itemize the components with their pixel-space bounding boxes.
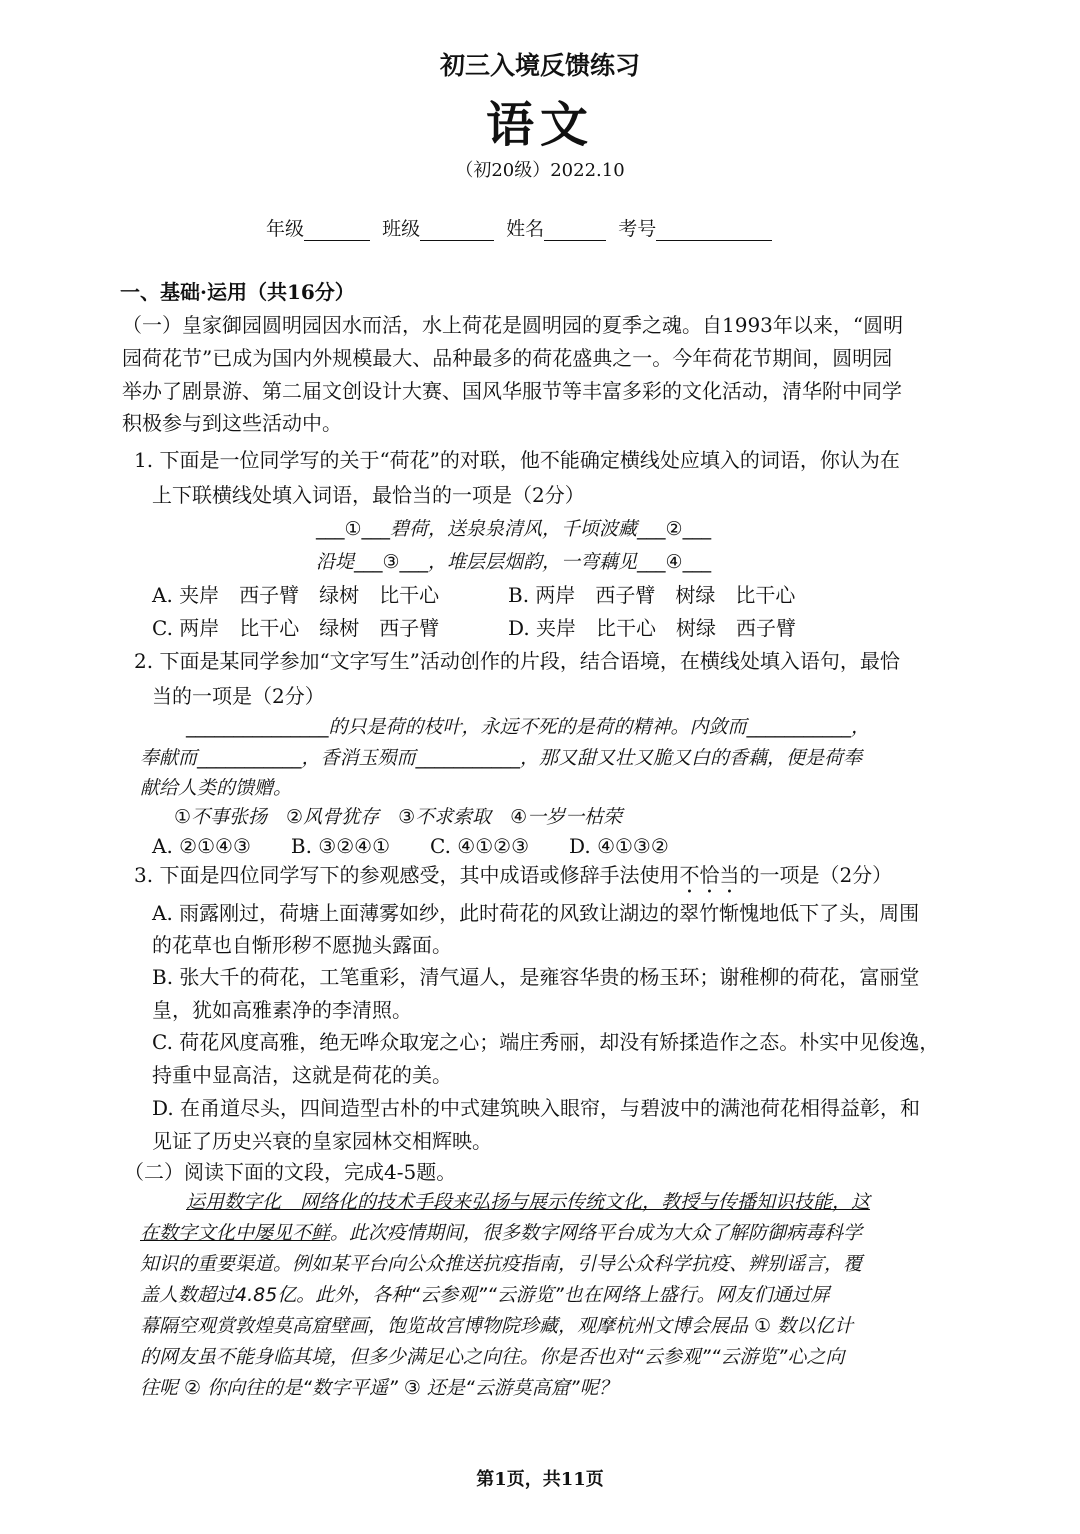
q3-option-d-line2: 见证了历史兴衰的皇家园林交相辉映。 <box>152 1129 492 1153</box>
q3-stem-post: 的一项是（2分） <box>739 863 893 887</box>
q2-passage-line2: 奉献而___________，香消玉殒而___________，那又甜又壮又脆又白的香藕，便是荷奉 <box>140 747 863 769</box>
part2-line2 <box>140 1218 862 1245</box>
subject-title: 语文 <box>485 97 594 153</box>
q2-stem-line1: 2. 下面是某同学参加“文字写生”活动创作的片段，结合语境，在横线处填入语句，最恰 <box>134 649 900 673</box>
grade-label: 年级 <box>266 218 305 240</box>
q3-stem-emphasis: 不恰当 <box>679 863 740 887</box>
q1-option-d: D. 夹岸 比干心 树绿 西子臂 <box>508 616 797 640</box>
class-blank[interactable] <box>420 220 494 241</box>
part2-line3: 知识的重要渠道。例如某平台向公众推送抗疫指南，引导公众科学抗疫、辨别谣言，覆 <box>140 1253 863 1275</box>
page-footer: 第1页，共11页 <box>476 1469 604 1490</box>
q1-option-a: A. 夹岸 西子臂 绿树 比干心 <box>152 583 440 607</box>
part2-line2-rest: 。此次疫情期间，很多数字网络平台成为大众了解防御病毒科学 <box>330 1222 863 1244</box>
q2-stem-line2: 当的一项是（2分） <box>152 684 325 708</box>
q3-option-a-line1: A. 雨露刚过，荷塘上面薄雾如纱，此时荷花的风致让湖边的翠竹惭愧地低下了头，周围 <box>152 901 920 925</box>
grade-blank[interactable] <box>304 220 370 241</box>
q2-choices: ①不事张扬 ②风骨犹存 ③不求索取 ④一岁一枯荣 <box>174 806 623 828</box>
number-label: 考号 <box>618 218 657 240</box>
part2-title: （二）阅读下面的文段，完成4-5题。 <box>124 1160 457 1184</box>
intro-line: （一）皇家御园圆明园因水而活，水上荷花是圆明园的夏季之魂。自1993年以来，“圆明 <box>122 313 904 337</box>
q3-option-c-line1: C. 荷花风度高雅，绝无哗众取宠之心；端庄秀丽，却没有矫揉造作之态。朴实中见俊逸， <box>152 1030 940 1054</box>
q3-option-b-line1: B. 张大千的荷花，工笔重彩，清气逼人，是雍容华贵的杨玉环；谢稚柳的荷花，富丽堂 <box>152 965 920 989</box>
name-blank[interactable] <box>544 220 606 241</box>
part2-line2-underlined: 在数字文化中屡见不鲜 <box>140 1222 331 1244</box>
intro-line: 举办了剧景游、第二届文创设计大赛、国风华服节等丰富多彩的文化活动，清华附中同学 <box>122 379 902 403</box>
q1-couplet-lower: 沿堤___③___，堆层层烟韵，一弯藕见___④___ <box>316 551 712 573</box>
name-label: 姓名 <box>506 218 545 240</box>
q3-stem <box>134 859 892 898</box>
q3-stem-pre: 3. 下面是四位同学写下的参观感受，其中成语或修辞手法使用 <box>134 863 680 887</box>
part2-line5: 幕隔空观赏敦煌莫高窟壁画，饱览故宫博物院珍藏，观摩杭州文博会展品 ① 数以亿计 <box>140 1315 854 1337</box>
part2-line7: 往呢 ② 你向往的是“数字平遥” ③ 还是“云游莫高窟”呢？ <box>140 1377 618 1399</box>
section1-title: 一、基础·运用（共16分） <box>120 280 355 304</box>
q1-option-b: B. 两岸 西子臂 树绿 比干心 <box>508 583 796 607</box>
grade-date: （初20级）2022.10 <box>455 160 625 181</box>
intro-line: 园荷花节”已成为国内外规模最大、品种最多的荷花盛典之一。今年荷花节期间，圆明园 <box>122 346 893 370</box>
q1-couplet-upper: ___①___碧荷，送泉泉清风，千顷波藏___②___ <box>316 518 712 540</box>
q3-option-c-line2: 持重中显高洁，这就是荷花的美。 <box>152 1063 452 1087</box>
exam-title: 初三入境反馈练习 <box>439 51 640 80</box>
part2-line6: 的网友虽不能身临其境，但多少满足心之向往。你是否也对“云参观”“云游览”心之向 <box>140 1346 845 1368</box>
q1-option-c: C. 两岸 比干心 绿树 西子臂 <box>152 616 440 640</box>
part2-line1: 运用数字化 网络化的技术手段来弘扬与展示传统文化，教授与传播知识技能，这 <box>186 1191 871 1213</box>
q3-option-a-line2: 的花草也自惭形秽不愿抛头露面。 <box>152 933 452 957</box>
student-info-row <box>266 214 778 241</box>
number-blank[interactable] <box>656 220 772 241</box>
q3-option-d-line1: D. 在甬道尽头，四间造型古朴的中式建筑映入眼帘，与碧波中的满池荷花相得益彰，和 <box>152 1096 921 1120</box>
q1-stem-line1: 1. 下面是一位同学写的关于“荷花”的对联，他不能确定横线处应填入的词语，你认为在 <box>134 448 900 472</box>
q2-passage-line3: 献给人类的馈赠。 <box>140 777 293 799</box>
q2-options: A. ②①④③ B. ③②④① C. ④①②③ D. ④①③② <box>152 834 669 858</box>
part2-line4: 盖人数超过4.85亿。此外，各种“云参观”“云游览”也在网络上盛行。网友们通过屏 <box>140 1284 830 1306</box>
intro-line: 积极参与到这些活动中。 <box>122 411 342 435</box>
q1-stem-line2: 上下联横线处填入词语，最恰当的一项是（2分） <box>152 483 585 507</box>
q2-passage-line1: _______________的只是荷的枝叶，永远不死的是荷的精神。内敛而___________， <box>186 716 871 738</box>
class-label: 班级 <box>382 218 421 240</box>
q3-option-b-line2: 皇，犹如高雅素净的李清照。 <box>152 998 412 1022</box>
